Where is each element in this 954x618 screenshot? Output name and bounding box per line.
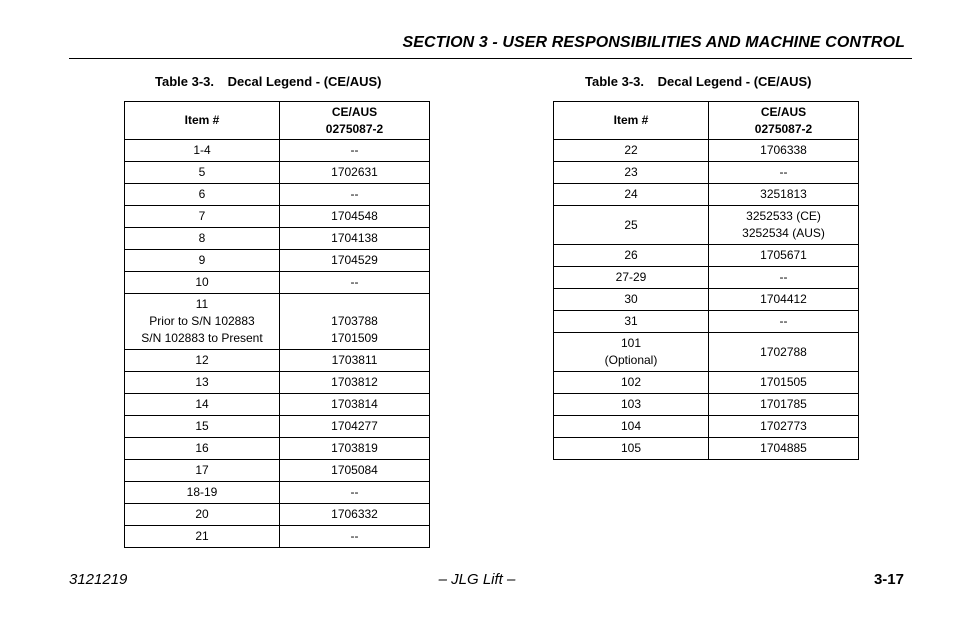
item-cell [125, 416, 280, 438]
item-cell-line: 27-29 [615, 270, 647, 284]
item-cell-line: 102 [620, 375, 642, 389]
item-cell [554, 333, 709, 372]
part-number-cell-line: 3252534 (AUS) [742, 226, 825, 240]
table-row [554, 372, 859, 394]
part-number-cell [280, 394, 430, 416]
part-number-cell [709, 372, 859, 394]
table-row [554, 267, 859, 289]
part-number-cell [280, 228, 430, 250]
part-number-cell-line: -- [350, 529, 359, 543]
part-column-header-line2: 0275087-2 [754, 121, 813, 136]
table-row [125, 162, 430, 184]
item-cell [125, 504, 280, 526]
right-table-caption-title: Decal Legend - (CE/AUS) [657, 74, 812, 89]
table-row [125, 504, 430, 526]
item-cell-line: Prior to S/N 102883 [149, 314, 255, 328]
part-number-cell [709, 140, 859, 162]
table-row [125, 140, 430, 162]
part-number-cell [709, 394, 859, 416]
part-number-cell [709, 162, 859, 184]
part-number-cell [709, 416, 859, 438]
item-cell [554, 394, 709, 416]
item-cell [125, 250, 280, 272]
part-number-cell-line: -- [350, 485, 359, 499]
item-cell-line: 11 [195, 297, 209, 311]
item-cell [125, 228, 280, 250]
left-table-caption-title: Decal Legend - (CE/AUS) [227, 74, 382, 89]
item-cell [125, 526, 280, 548]
part-column-header-line1: CE/AUS [760, 104, 807, 119]
item-cell [554, 267, 709, 289]
item-cell-line: 23 [624, 165, 638, 179]
decal-legend-table-right [553, 101, 859, 460]
item-cell-line: S/N 102883 to Present [141, 331, 263, 345]
part-number-cell-line: 1704529 [331, 253, 378, 267]
right-table-body [554, 140, 859, 460]
table-row [125, 250, 430, 272]
part-number-cell [709, 267, 859, 289]
item-cell-line: 30 [624, 292, 638, 306]
document-number: 3121219 [69, 571, 128, 588]
item-cell [125, 482, 280, 504]
table-row [554, 140, 859, 162]
item-cell [125, 372, 280, 394]
part-number-cell-line: 1703814 [331, 397, 378, 411]
item-cell-line: 101 [620, 336, 642, 350]
table-row [554, 394, 859, 416]
part-number-cell [280, 372, 430, 394]
table-row [125, 482, 430, 504]
part-number-cell [280, 460, 430, 482]
item-cell [125, 438, 280, 460]
part-number-cell [709, 311, 859, 333]
item-cell-line: 31 [624, 314, 638, 328]
footer-brand: – JLG Lift – [438, 571, 516, 588]
part-number-cell-line: 1704277 [331, 419, 378, 433]
table-row [125, 184, 430, 206]
item-cell [554, 289, 709, 311]
left-table-body [125, 140, 430, 548]
item-cell-line: 15 [195, 419, 209, 433]
part-number-cell-line: 1702788 [760, 344, 807, 359]
part-number-cell-line: -- [350, 143, 359, 157]
page-number: 3-17 [873, 571, 904, 588]
item-cell-line: 6 [198, 187, 206, 201]
item-column-header: Item # [125, 102, 280, 140]
part-number-cell-line: 1705084 [331, 463, 378, 477]
item-cell [554, 311, 709, 333]
item-cell [554, 372, 709, 394]
table-row [554, 416, 859, 438]
part-number-cell [280, 416, 430, 438]
item-cell-line: 5 [198, 165, 206, 179]
table-row [125, 438, 430, 460]
item-cell-line: 9 [198, 253, 206, 267]
table-row [554, 162, 859, 184]
table-row [125, 294, 430, 350]
item-cell-line: (Optional) [604, 353, 658, 367]
table-row [125, 394, 430, 416]
part-number-cell-line: 3252533 (CE) [746, 209, 821, 223]
item-cell-line: 16 [195, 441, 209, 455]
part-number-cell [280, 162, 430, 184]
item-cell-line: 10 [195, 275, 209, 289]
table-row [554, 245, 859, 267]
table-row [125, 460, 430, 482]
table-row [125, 526, 430, 548]
decal-legend-table-left [124, 101, 430, 548]
item-cell [554, 416, 709, 438]
item-cell-line: 14 [195, 397, 209, 411]
part-number-cell [280, 206, 430, 228]
part-number-cell-line: 1705671 [760, 248, 807, 262]
left-table-caption-number: Table 3-3. [155, 74, 215, 89]
item-cell [554, 206, 709, 245]
part-number-cell [280, 526, 430, 548]
header-divider [69, 58, 912, 59]
part-number-cell [709, 438, 859, 460]
part-number-cell [280, 482, 430, 504]
item-cell [125, 294, 280, 350]
item-cell-line: 1-4 [193, 143, 211, 157]
part-number-cell [709, 245, 859, 267]
table-row [125, 416, 430, 438]
part-number-cell-line: 1703788 [331, 314, 378, 328]
item-cell-line: 17 [195, 463, 209, 477]
part-number-cell-line: 1703812 [331, 375, 378, 389]
table-row [125, 372, 430, 394]
table-row [554, 184, 859, 206]
table-row [554, 438, 859, 460]
part-column-header [709, 102, 859, 140]
part-number-cell-line: 1706338 [760, 143, 807, 157]
part-number-cell-line: 1703819 [331, 441, 378, 455]
table-row [125, 272, 430, 294]
part-number-cell-line: 1701505 [760, 375, 807, 389]
item-cell-line: 21 [195, 529, 209, 543]
part-number-cell-line: 1704885 [760, 441, 807, 455]
part-number-cell [280, 250, 430, 272]
part-number-cell-line: 1701785 [760, 397, 807, 411]
item-cell [125, 272, 280, 294]
part-number-cell [709, 289, 859, 311]
item-cell [125, 184, 280, 206]
item-cell-line: 105 [620, 441, 642, 455]
item-cell [125, 394, 280, 416]
part-number-cell-line: -- [779, 314, 788, 328]
item-cell [554, 140, 709, 162]
part-number-cell [709, 206, 859, 245]
item-cell-line: 7 [198, 209, 206, 223]
part-number-cell [280, 140, 430, 162]
part-number-cell [280, 438, 430, 460]
item-cell-line: 18-19 [186, 485, 218, 499]
item-cell [125, 162, 280, 184]
part-column-header-line2: 0275087-2 [325, 121, 384, 136]
item-cell-line: 13 [195, 375, 209, 389]
part-number-cell-line: 1704548 [331, 209, 378, 223]
item-cell-line: 26 [624, 248, 638, 262]
table-row [554, 311, 859, 333]
table-row [125, 350, 430, 372]
table-row [125, 228, 430, 250]
table-row [554, 206, 859, 245]
part-number-cell-line: 3251813 [760, 187, 807, 201]
item-cell-line: 103 [620, 397, 642, 411]
item-cell [554, 162, 709, 184]
item-cell [125, 140, 280, 162]
item-cell [554, 245, 709, 267]
item-cell [125, 206, 280, 228]
item-cell-line: 8 [198, 231, 206, 245]
part-number-cell [280, 350, 430, 372]
item-cell-line: 24 [624, 187, 638, 201]
part-number-cell [280, 272, 430, 294]
part-number-cell-line: 1701509 [331, 331, 378, 345]
item-cell [125, 460, 280, 482]
part-number-cell-line: 1703811 [331, 353, 378, 367]
part-number-cell-line: 1706332 [331, 507, 378, 521]
item-cell-line: 22 [624, 143, 638, 157]
part-number-cell [280, 184, 430, 206]
part-number-cell-line: -- [779, 165, 788, 179]
part-column-header [280, 102, 430, 140]
part-number-cell [280, 504, 430, 526]
table-row [125, 206, 430, 228]
part-number-cell-line: 1704412 [760, 292, 807, 306]
item-cell-line: 25 [624, 217, 638, 232]
item-cell-line: 20 [195, 507, 209, 521]
section-title: SECTION 3 - USER RESPONSIBILITIES AND MACHINE CONTROL [402, 34, 905, 51]
part-number-cell-line: -- [350, 275, 359, 289]
part-number-cell-line: 1702773 [760, 419, 807, 433]
item-cell [554, 438, 709, 460]
part-number-cell-line: 1702631 [331, 165, 378, 179]
table-row [554, 333, 859, 372]
part-column-header-line1: CE/AUS [331, 104, 378, 119]
item-cell [554, 184, 709, 206]
item-cell-line: 12 [195, 353, 209, 367]
item-cell-line: 104 [620, 419, 642, 433]
table-header-row [125, 102, 430, 140]
part-number-cell-line [282, 296, 427, 313]
part-number-cell [709, 184, 859, 206]
part-number-cell-line: -- [350, 187, 359, 201]
part-number-cell-line: -- [779, 270, 788, 284]
table-row [554, 289, 859, 311]
part-number-cell-line: 1704138 [331, 231, 378, 245]
table-header-row [554, 102, 859, 140]
item-column-header: Item # [554, 102, 709, 140]
item-cell [125, 350, 280, 372]
part-number-cell [709, 333, 859, 372]
left-table-caption [155, 74, 382, 89]
right-table-caption [585, 74, 812, 89]
right-table-caption-number: Table 3-3. [585, 74, 645, 89]
part-number-cell [280, 294, 430, 350]
